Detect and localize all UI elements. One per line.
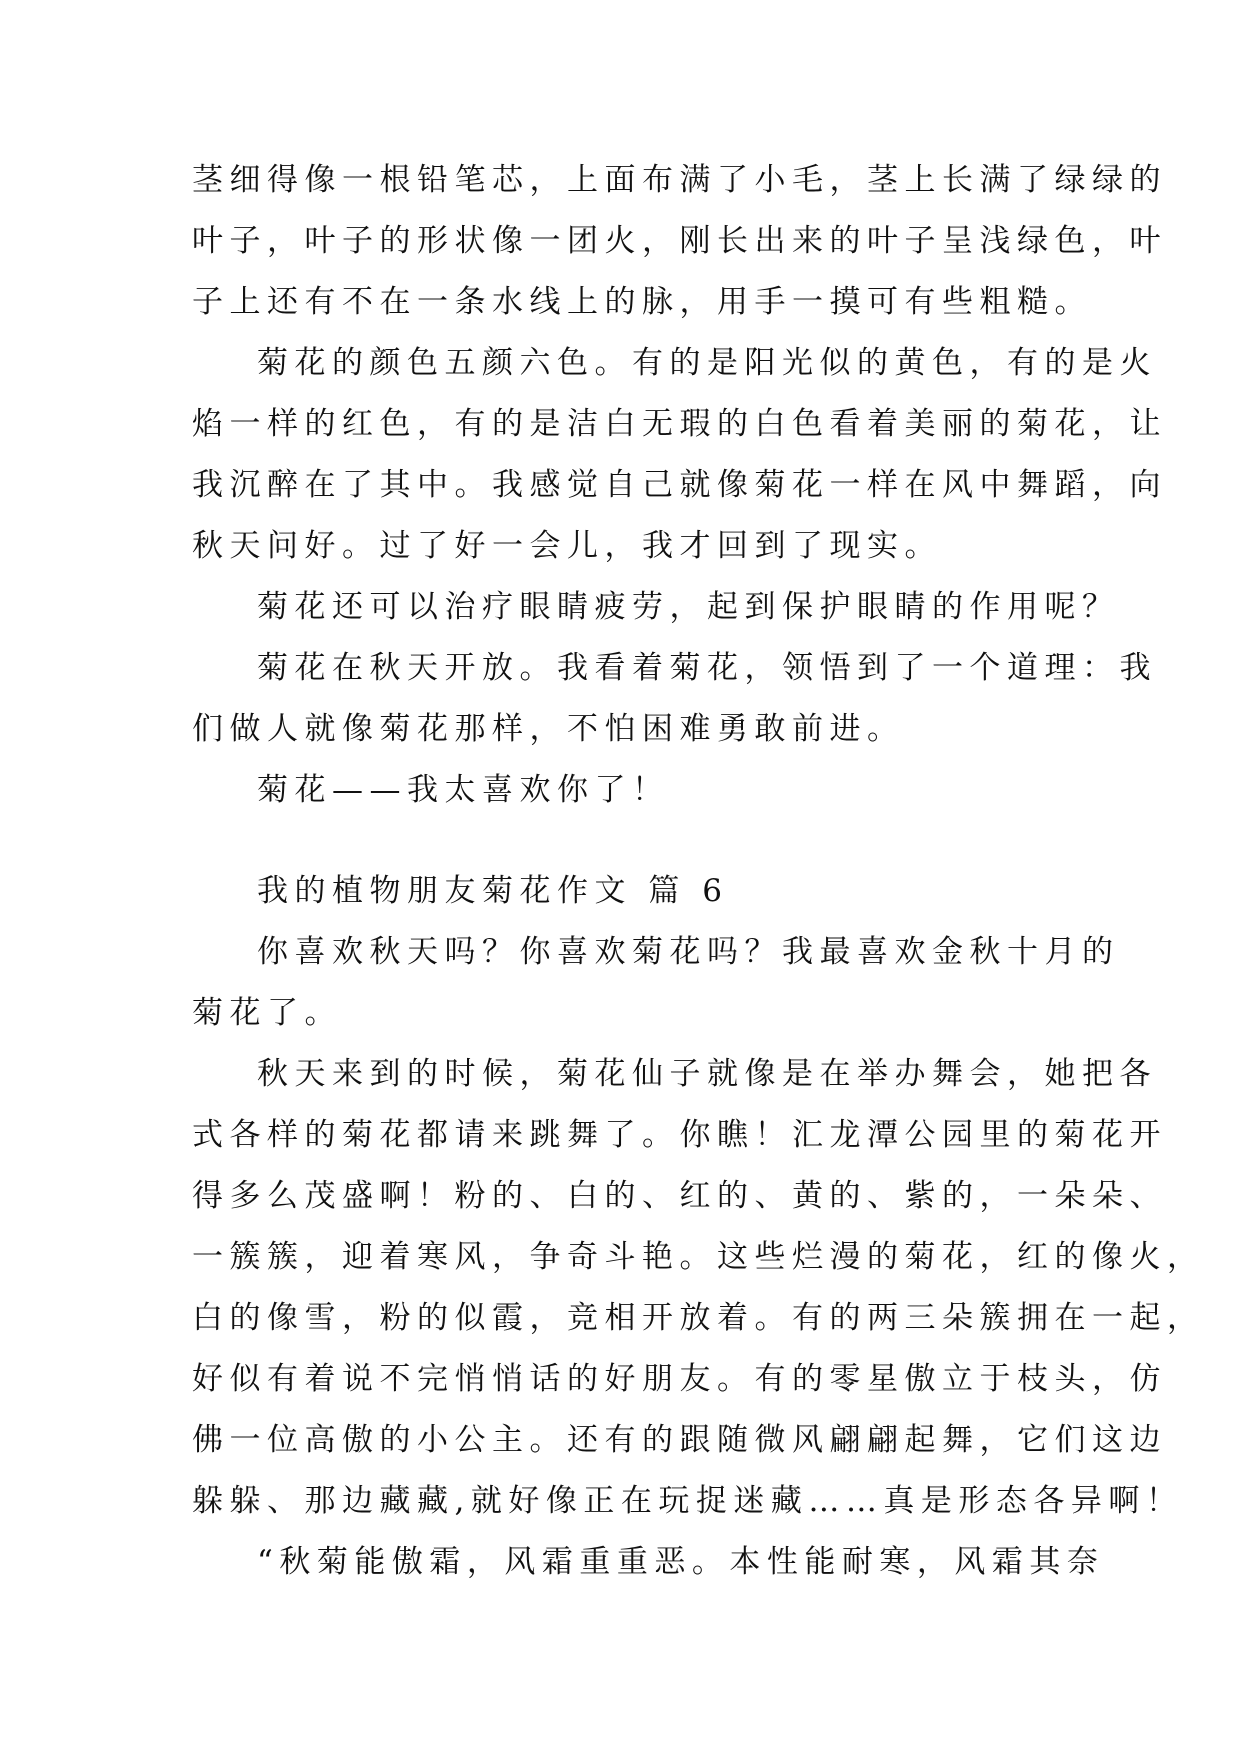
body-text-line: 子上还有不在一条水线上的脉，用手一摸可有些粗糙。 <box>192 284 1092 320</box>
body-text-line: 白的像雪，粉的似霞，竞相开放着。有的两三朵簇拥在一起， <box>192 1300 1205 1336</box>
body-text-line: 我沉醉在了其中。我感觉自己就像菊花一样在风中舞蹈，向 <box>192 467 1167 503</box>
body-text-line: 茎细得像一根铅笔芯，上面布满了小毛，茎上长满了绿绿的 <box>192 162 1167 198</box>
paragraph-first-line: 菊花的颜色五颜六色。有的是阳光似的黄色，有的是火 <box>257 345 1157 381</box>
paragraph-first-line: 菊花——我太喜欢你了！ <box>257 772 670 808</box>
body-text-line: 式各样的菊花都请来跳舞了。你瞧！汇龙潭公园里的菊花开 <box>192 1117 1167 1153</box>
section-heading: 我的植物朋友菊花作文 篇 6 <box>257 873 729 909</box>
paragraph-first-line: “秋菊能傲霜，风霜重重恶。本性能耐寒，风霜其奈 <box>257 1544 1105 1580</box>
paragraph-first-line: 菊花在秋天开放。我看着菊花，领悟到了一个道理：我 <box>257 650 1157 686</box>
body-text-line: 好似有着说不完悄悄话的好朋友。有的零星傲立于枝头，仿 <box>192 1361 1167 1397</box>
body-text-line: 一簇簇，迎着寒风，争奇斗艳。这些烂漫的菊花，红的像火， <box>192 1239 1205 1275</box>
body-text-line: 叶子，叶子的形状像一团火，刚长出来的叶子呈浅绿色，叶 <box>192 223 1167 259</box>
body-text-line: 焰一样的红色，有的是洁白无瑕的白色看着美丽的菊花，让 <box>192 406 1167 442</box>
body-text-line: 秋天问好。过了好一会儿，我才回到了现实。 <box>192 528 942 564</box>
body-text-line: 佛一位高傲的小公主。还有的跟随微风翩翩起舞，它们这边 <box>192 1422 1167 1458</box>
body-text-line: 菊花了。 <box>192 995 342 1031</box>
paragraph-first-line: 你喜欢秋天吗？你喜欢菊花吗？我最喜欢金秋十月的 <box>257 934 1120 970</box>
paragraph-first-line: 秋天来到的时候，菊花仙子就像是在举办舞会，她把各 <box>257 1056 1157 1092</box>
body-text-line: 得多么茂盛啊！粉的、白的、红的、黄的、紫的，一朵朵、 <box>192 1178 1167 1214</box>
body-text-line: 们做人就像菊花那样，不怕困难勇敢前进。 <box>192 711 905 747</box>
paragraph-first-line: 菊花还可以治疗眼睛疲劳，起到保护眼睛的作用呢？ <box>257 589 1120 625</box>
body-text-line: 躲躲、那边藏藏,就好像正在玩捉迷藏……真是形态各异啊！ <box>192 1483 1184 1519</box>
